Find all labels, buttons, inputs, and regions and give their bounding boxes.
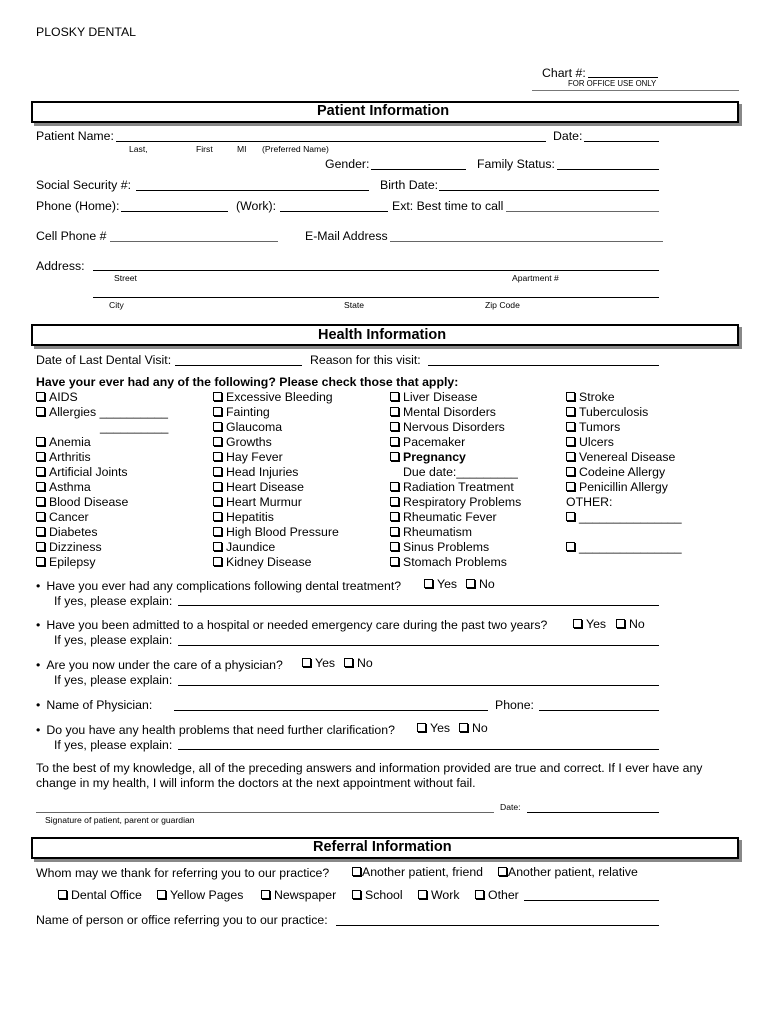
q2-explain-field[interactable] [178, 645, 659, 646]
q1-complications: • Have you ever had any complications following dental treatment? [36, 580, 401, 592]
physician-phone-label: Phone: [495, 698, 534, 712]
signature-caption: Signature of patient, parent or guardian [45, 815, 195, 825]
checkbox[interactable] [213, 467, 222, 476]
referral-other[interactable]: Other [475, 889, 519, 901]
condition-allergies[interactable]: Allergies __________ [36, 406, 168, 421]
condition-epilepsy[interactable]: Epilepsy [36, 556, 168, 571]
checkbox[interactable] [36, 407, 45, 416]
condition-tuberculosis[interactable]: Tuberculosis [566, 406, 682, 421]
referrer-name-field[interactable] [336, 925, 659, 926]
q2-no-option[interactable]: No [616, 618, 645, 630]
checkbox[interactable] [390, 407, 399, 416]
name-sub-first: First [196, 144, 213, 154]
checkbox[interactable] [390, 482, 399, 491]
checkbox[interactable] [566, 392, 575, 401]
checkbox[interactable] [566, 542, 575, 551]
checkbox[interactable] [213, 497, 222, 506]
cell-phone-field[interactable] [110, 241, 278, 242]
checkbox[interactable] [498, 867, 507, 876]
checkbox[interactable] [213, 437, 222, 446]
pregnancy-due-date[interactable]: Due date:_________ [403, 465, 518, 479]
condition-glaucoma[interactable]: Glaucoma [213, 421, 339, 436]
q3-yes-option[interactable]: Yes [302, 657, 335, 669]
checkbox[interactable] [213, 482, 222, 491]
date-field[interactable] [584, 141, 659, 142]
physician-phone-field[interactable] [539, 710, 659, 711]
checkbox[interactable] [573, 619, 582, 628]
signature-field[interactable] [36, 812, 494, 813]
condition-pregnancy[interactable]: Pregnancy [390, 451, 521, 466]
checkbox[interactable] [36, 437, 45, 446]
checkbox[interactable] [36, 512, 45, 521]
checkbox[interactable] [390, 392, 399, 401]
conditions-instructions: Have your ever had any of the following? Please check those that apply: [36, 375, 459, 389]
best-time-label: Ext: Best time to call [392, 199, 504, 213]
condition-pacemaker[interactable]: Pacemaker [390, 436, 521, 451]
checkbox[interactable] [352, 890, 361, 899]
checkbox[interactable] [36, 467, 45, 476]
checkbox[interactable] [36, 452, 45, 461]
other-condition-2[interactable]: _______________ [566, 541, 682, 556]
checkbox[interactable] [390, 542, 399, 551]
q1-yes-option[interactable]: Yes [424, 578, 457, 590]
checkbox[interactable] [58, 890, 67, 899]
q1-explain-field[interactable] [178, 605, 659, 606]
cell-phone-label: Cell Phone # [36, 229, 107, 243]
name-sub-last: Last, [129, 144, 148, 154]
condition-mental-disorders[interactable]: Mental Disorders [390, 406, 521, 421]
checkbox[interactable] [566, 437, 575, 446]
phone-home-field[interactable] [121, 211, 228, 212]
q5-explain-field[interactable] [178, 749, 659, 750]
checkbox[interactable] [417, 723, 426, 732]
condition-liver-disease[interactable]: Liver Disease [390, 391, 521, 406]
street-address-field[interactable] [93, 270, 659, 271]
signature-date-label: Date: [500, 802, 521, 812]
checkbox[interactable] [390, 527, 399, 536]
signature-date-field[interactable] [527, 812, 659, 813]
checkbox[interactable] [390, 557, 399, 566]
condition-jaundice[interactable]: Jaundice [213, 541, 339, 556]
condition-col-4 [566, 391, 682, 556]
q1-explain-label: If yes, please explain: [54, 594, 173, 608]
q5-clarification: • Do you have any health problems that need further clarification? [36, 724, 395, 736]
checkbox[interactable] [36, 392, 45, 401]
physician-name-field[interactable] [174, 710, 488, 711]
condition-high-blood-pressure[interactable]: High Blood Pressure [213, 526, 339, 541]
practice-name: PLOSKY DENTAL [36, 25, 137, 39]
condition-aids[interactable]: AIDS [36, 391, 168, 406]
referral-yellow-pages[interactable]: Yellow Pages [157, 889, 243, 901]
allergies-second-line[interactable]: __________ [100, 420, 169, 434]
condition-col-3 [390, 391, 521, 571]
gender-label: Gender: [325, 157, 370, 171]
checkbox[interactable] [213, 542, 222, 551]
last-visit-field[interactable] [175, 365, 302, 366]
checkbox[interactable] [213, 512, 222, 521]
checkbox[interactable] [418, 890, 427, 899]
date-label: Date: [553, 129, 583, 143]
q1-no-option[interactable]: No [466, 578, 495, 590]
reason-label: Reason for this visit: [310, 353, 421, 367]
attestation-line-1: To the best of my knowledge, all of the preceding answers and information provided are true and correct. If I ever have any [36, 761, 703, 775]
work-phone-field[interactable] [280, 211, 388, 212]
condition-rheumatism[interactable]: Rheumatism [390, 526, 521, 541]
condition-radiation-treatment[interactable]: Radiation Treatment [390, 481, 521, 496]
email-field[interactable] [390, 241, 663, 242]
q5-explain-label: If yes, please explain: [54, 738, 173, 752]
checkbox[interactable] [302, 658, 311, 667]
chart-number-field[interactable] [588, 77, 658, 78]
checkbox[interactable] [36, 542, 45, 551]
office-use-note: FOR OFFICE USE ONLY [568, 79, 657, 88]
condition-rheumatic-fever[interactable]: Rheumatic Fever [390, 511, 521, 526]
condition-tumors[interactable]: Tumors [566, 421, 682, 436]
checkbox[interactable] [424, 579, 433, 588]
checkbox[interactable] [36, 482, 45, 491]
checkbox[interactable] [36, 527, 45, 536]
condition-excessive-bleeding[interactable]: Excessive Bleeding [213, 391, 339, 406]
condition-hay-fever[interactable]: Hay Fever [213, 451, 339, 466]
checkbox[interactable] [213, 557, 222, 566]
condition-stroke[interactable]: Stroke [566, 391, 682, 406]
checkbox[interactable] [459, 723, 468, 732]
checkbox[interactable] [213, 527, 222, 536]
condition-sinus-problems[interactable]: Sinus Problems [390, 541, 521, 556]
checkbox[interactable] [213, 407, 222, 416]
condition-col-1 [36, 391, 168, 571]
patient-info-title: Patient Information [317, 103, 450, 119]
birth-date-field[interactable] [439, 190, 659, 191]
checkbox[interactable] [566, 422, 575, 431]
referral-newspaper[interactable]: Newspaper [261, 889, 336, 901]
condition-col-2 [213, 391, 339, 571]
checkbox[interactable] [390, 437, 399, 446]
checkbox[interactable] [566, 512, 575, 521]
checkbox[interactable] [344, 658, 353, 667]
attestation-line-2: change in my health, I will inform the doctors at the next appointment without fail. [36, 776, 476, 790]
email-label: E-Mail Address [305, 229, 388, 243]
street-sub-label: Street [114, 273, 137, 283]
name-sub-mi: MI [237, 144, 247, 154]
zip-sub-label: Zip Code [485, 300, 520, 310]
q3-no-option[interactable]: No [344, 657, 373, 669]
other-conditions-label: OTHER: [566, 495, 613, 509]
q2-yes-option[interactable]: Yes [573, 618, 606, 630]
checkbox[interactable] [261, 890, 270, 899]
referral-question: Whom may we thank for referring you to our practice? [36, 866, 330, 880]
health-info-title: Health Information [318, 327, 447, 343]
condition-kidney-disease[interactable]: Kidney Disease [213, 556, 339, 571]
condition-artificial-joints[interactable]: Artificial Joints [36, 466, 168, 481]
patient-name-field[interactable] [116, 141, 546, 142]
condition-respiratory-problems[interactable]: Respiratory Problems [390, 496, 521, 511]
condition-asthma[interactable]: Asthma [36, 481, 168, 496]
family-status-label: Family Status: [477, 157, 555, 171]
referral-other-field[interactable] [524, 900, 659, 901]
checkbox[interactable] [352, 867, 361, 876]
checkbox[interactable] [213, 452, 222, 461]
checkbox[interactable] [566, 467, 575, 476]
condition-arthritis[interactable]: Arthritis [36, 451, 168, 466]
ssn-field[interactable] [136, 190, 369, 191]
chart-divider [532, 90, 739, 91]
name-sub-preferred: (Preferred Name) [262, 144, 329, 154]
checkbox[interactable] [566, 407, 575, 416]
checkbox[interactable] [157, 890, 166, 899]
referral-patient-relative[interactable]: Another patient, relative [498, 866, 638, 878]
checkbox[interactable] [390, 452, 399, 461]
q5-no-option[interactable]: No [459, 722, 488, 734]
checkbox[interactable] [36, 497, 45, 506]
condition-ulcers[interactable]: Ulcers [566, 436, 682, 451]
checkbox[interactable] [390, 512, 399, 521]
condition-stomach-problems[interactable]: Stomach Problems [390, 556, 521, 571]
condition-venereal-disease[interactable]: Venereal Disease [566, 451, 682, 466]
chart-number-label: Chart #: [542, 66, 586, 80]
checkbox[interactable] [36, 557, 45, 566]
last-visit-label: Date of Last Dental Visit: [36, 353, 172, 367]
referral-dental-office[interactable]: Dental Office [58, 889, 142, 901]
q3-explain-label: If yes, please explain: [54, 673, 173, 687]
checkbox[interactable] [475, 890, 484, 899]
referral-work[interactable]: Work [418, 889, 459, 901]
work-phone-label: (Work): [236, 199, 277, 213]
referral-info-title: Referral Information [313, 839, 452, 855]
checkbox[interactable] [566, 482, 575, 491]
condition-codeine-allergy[interactable]: Codeine Allergy [566, 466, 682, 481]
ssn-label: Social Security #: [36, 178, 132, 192]
city-state-zip-field[interactable] [93, 297, 659, 298]
other-condition-1[interactable]: _______________ [566, 511, 682, 541]
gender-field[interactable] [371, 169, 466, 170]
condition-heart-murmur[interactable]: Heart Murmur [213, 496, 339, 511]
q3-physician-care: • Are you now under the care of a physician? [36, 659, 283, 671]
condition-anemia[interactable]: Anemia [36, 436, 168, 451]
q2-hospital: • Have you been admitted to a hospital or needed emergency care during the past two years? [36, 619, 547, 631]
referral-school[interactable]: School [352, 889, 403, 901]
checkbox[interactable] [213, 392, 222, 401]
state-sub-label: State [344, 300, 365, 310]
city-sub-label: City [109, 300, 124, 310]
phone-home-label: Phone (Home): [36, 199, 120, 213]
condition-diabetes[interactable]: Diabetes [36, 526, 168, 541]
q3-explain-field[interactable] [178, 685, 659, 686]
address-label: Address: [36, 259, 85, 273]
birth-date-label: Birth Date: [380, 178, 439, 192]
reason-field[interactable] [428, 365, 659, 366]
best-time-field[interactable] [506, 211, 659, 212]
condition-heart-disease[interactable]: Heart Disease [213, 481, 339, 496]
checkbox[interactable] [213, 422, 222, 431]
checkbox[interactable] [390, 422, 399, 431]
condition-nervous-disorders[interactable]: Nervous Disorders [390, 421, 521, 436]
apartment-sub-label: Apartment # [512, 273, 559, 283]
condition-cancer[interactable]: Cancer [36, 511, 168, 526]
condition-penicillin-allergy[interactable]: Penicillin Allergy [566, 481, 682, 496]
checkbox[interactable] [390, 497, 399, 506]
patient-name-label: Patient Name: [36, 129, 114, 143]
condition-hepatitis[interactable]: Hepatitis [213, 511, 339, 526]
condition-fainting[interactable]: Fainting [213, 406, 339, 421]
checkbox[interactable] [616, 619, 625, 628]
checkbox[interactable] [466, 579, 475, 588]
q5-yes-option[interactable]: Yes [417, 722, 450, 734]
condition-dizziness[interactable]: Dizziness [36, 541, 168, 556]
q2-explain-label: If yes, please explain: [54, 633, 173, 647]
condition-blood-disease[interactable]: Blood Disease [36, 496, 168, 511]
family-status-field[interactable] [557, 169, 659, 170]
condition-growths[interactable]: Growths [213, 436, 339, 451]
referrer-name-label: Name of person or office referring you to our practice: [36, 913, 328, 927]
checkbox[interactable] [566, 452, 575, 461]
q4-physician-name: • Name of Physician: [36, 699, 152, 711]
referral-patient-friend[interactable]: Another patient, friend [352, 866, 483, 878]
condition-head-injuries[interactable]: Head Injuries [213, 466, 339, 481]
